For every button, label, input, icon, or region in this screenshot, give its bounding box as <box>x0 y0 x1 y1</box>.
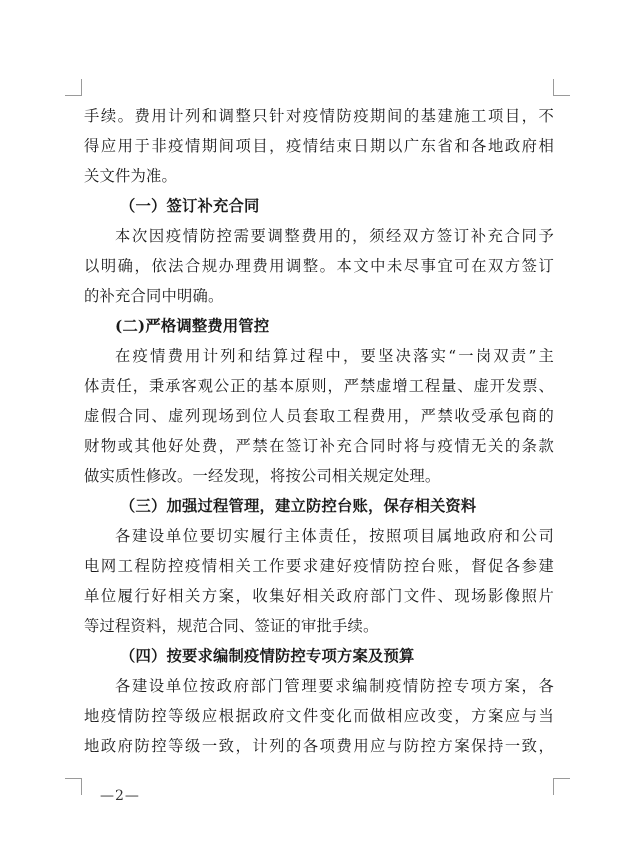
section-heading: （三）加强过程管理，建立防控台账，保存相关资料 <box>120 497 477 515</box>
crop-mark-top-left <box>65 79 82 96</box>
text-line: 等过程资料，规范合同、签证的审批手续。 <box>84 617 379 635</box>
text-line: 电网工程防控疫情相关工作要求建好疫情防控台账，督促各参建 <box>84 557 554 575</box>
text-line: 手续。费用计列和调整只针对疫情防疫期间的基建施工项目，不 <box>84 107 554 125</box>
text-line: 地政府防控等级一致，计列的各项费用应与防控方案保持一致， <box>84 737 554 755</box>
page-number: —2— <box>100 788 140 804</box>
section-heading: （四）按要求编制疫情防控专项方案及预算 <box>120 647 415 665</box>
text-line: 各建设单位要切实履行主体责任，按照项目属地政府和公司 <box>115 527 554 545</box>
section-heading: (二)严格调整费用管控 <box>115 317 270 335</box>
text-line: 得应用于非疫情期间项目，疫情结束日期以广东省和各地政府相 <box>84 137 554 155</box>
text-line: 体责任，秉承客观公正的基本原则，严禁虚增工程量、虚开发票、 <box>84 377 554 395</box>
text-line: 以明确，依法合规办理费用调整。本文中未尽事宜可在双方签订 <box>84 257 554 275</box>
section-heading: （一）签订补充合同 <box>120 197 260 215</box>
text-line: 地疫情防控等级应根据政府文件变化而做相应改变，方案应与当 <box>84 707 554 725</box>
text-line: 各建设单位按政府部门管理要求编制疫情防控专项方案，各 <box>115 677 554 695</box>
text-line: 关文件为准。 <box>84 167 177 185</box>
crop-mark-top-right <box>553 79 570 96</box>
text-line: 做实质性修改。一经发现，将按公司相关规定处理。 <box>84 467 441 485</box>
text-line: 虚假合同、虚列现场到位人员套取工程费用，严禁收受承包商的 <box>84 407 554 425</box>
text-line: 单位履行好相关方案，收集好相关政府部门文件、现场影像照片 <box>84 587 554 605</box>
text-line: 的补充合同中明确。 <box>84 287 224 305</box>
crop-mark-bottom-left <box>65 778 82 795</box>
crop-mark-bottom-right <box>553 778 570 795</box>
text-line: 财物或其他好处费，严禁在签订补充合同时将与疫情无关的条款 <box>84 437 554 455</box>
text-line: 本次因疫情防控需要调整费用的，须经双方签订补充合同予 <box>115 227 554 245</box>
text-line: 在疫情费用计列和结算过程中，要坚决落实“一岗双责”主 <box>115 347 554 365</box>
